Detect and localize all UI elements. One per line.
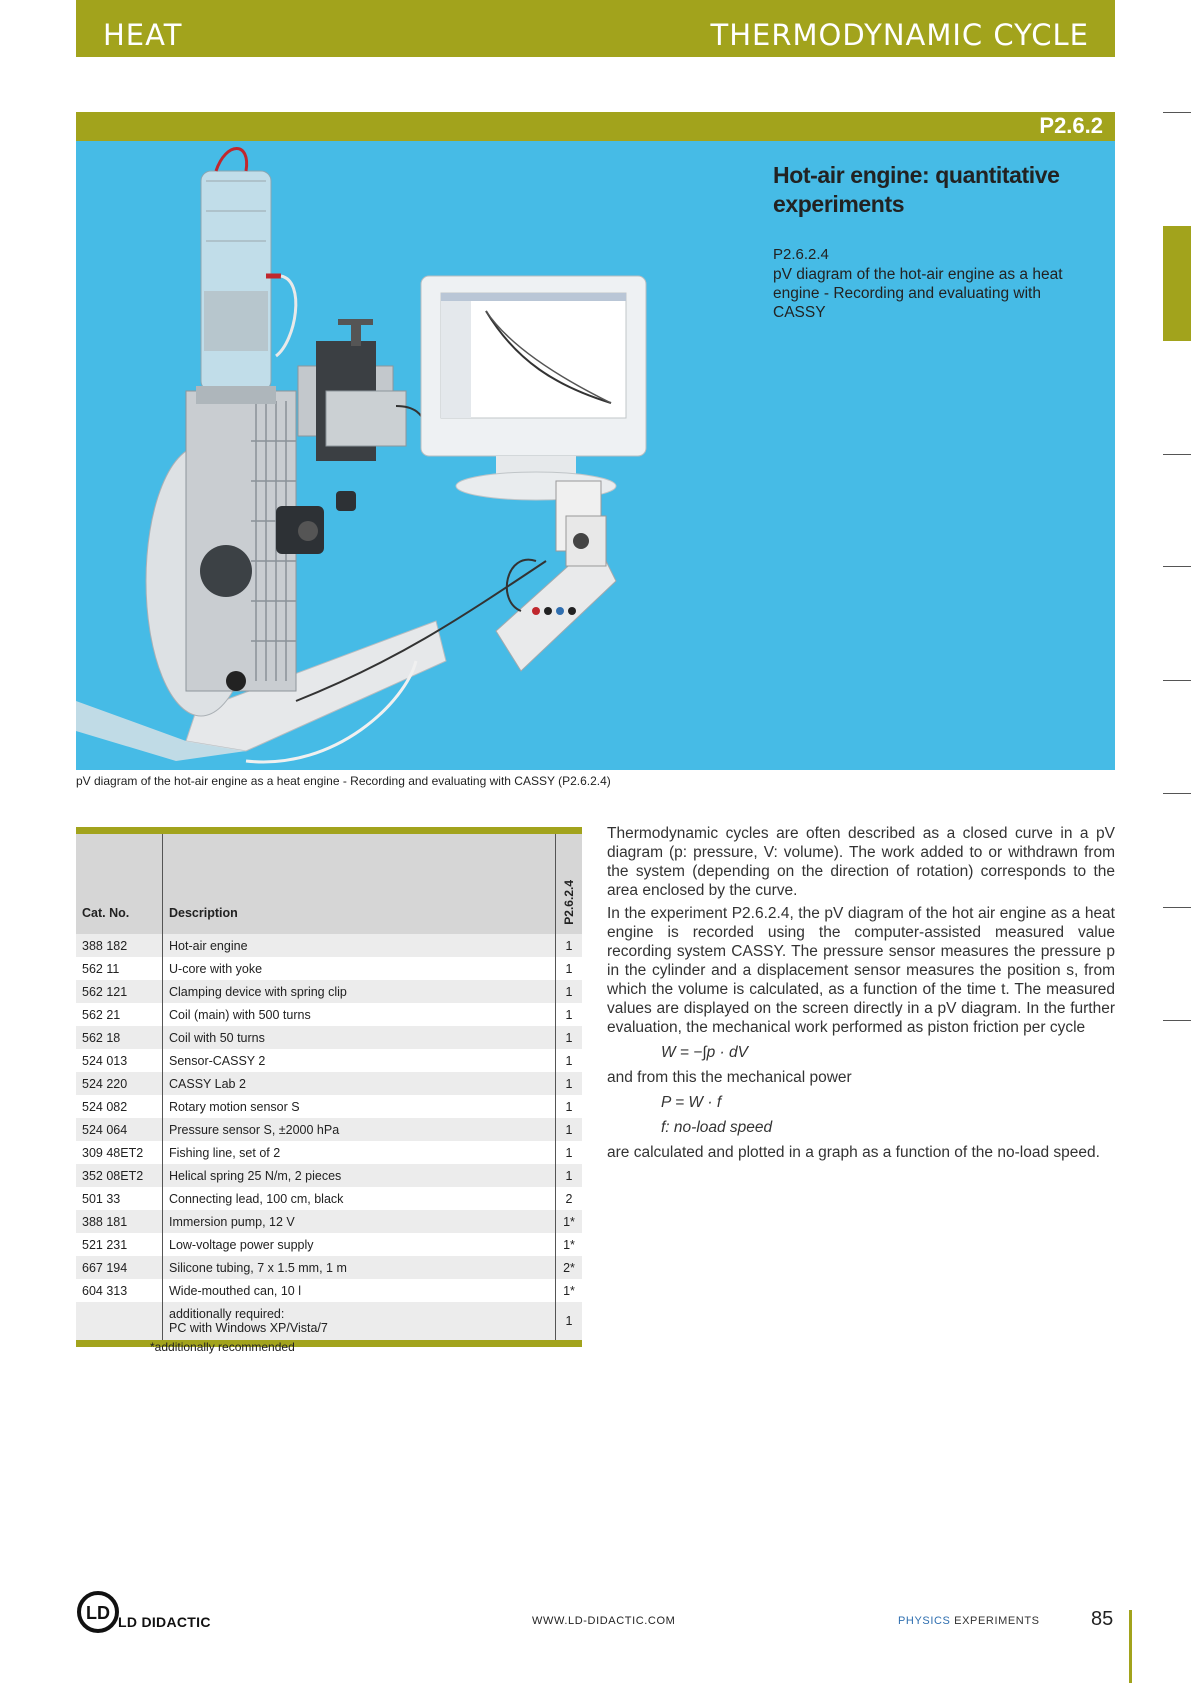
cat-no: 521 231 [76,1233,163,1256]
cat-no: 562 18 [76,1026,163,1049]
footer-series [898,1615,1040,1627]
brand-name: LD DIDACTIC [118,1614,211,1630]
paragraph: and from this the mechanical power [607,1069,852,1086]
additional-line2: PC with Windows XP/Vista/7 [169,1321,328,1335]
table-row [76,1256,582,1279]
cat-no: 524 082 [76,1095,163,1118]
table-row [76,1026,582,1049]
ld-logo-icon [76,1590,120,1639]
quantity: 2 [556,1187,583,1210]
figure-caption: pV diagram of the hot-air engine as a heat engine - Recording and evaluating with CASSY (P2.6.2.4) [76,774,611,788]
margin-tick [1163,112,1191,113]
cat-no: 524 220 [76,1072,163,1095]
experiment-panel [76,141,1115,770]
logo-mark [76,1590,120,1634]
footer-physics: PHYSICS [898,1615,951,1627]
table-row [76,1118,582,1141]
table-row [76,1210,582,1233]
apparatus-illustration [76,141,756,770]
description: Hot-air engine [163,934,556,957]
cat-no: 667 194 [76,1256,163,1279]
cat-no: 501 33 [76,1187,163,1210]
cat-no: 604 313 [76,1279,163,1302]
topic-title: THERMODYNAMIC CYCLE [710,18,1089,52]
section-title: Hot-air engine: quantitative experiments [773,162,1060,217]
description: Pressure sensor S, ±2000 hPa [163,1118,556,1141]
description: Connecting lead, 100 cm, black [163,1187,556,1210]
paragraph: In the experiment P2.6.2.4, the pV diagram of the hot air engine as a heat engine is recorded using the computer-assisted measured value recording system CASSY. The pressure sensor measures the pressure p in the cylinder and a displacement sensor measures the position s, from which the volume is calculated, as a function of the time t. The measured values are displayed on the screen directly in a pV diagram. In the further evaluation, the mechanical work performed as piston friction per cycle [607,905,1115,1036]
cat-no: 388 182 [76,934,163,957]
margin-tick [1163,566,1191,567]
quantity: 1 [556,957,583,980]
col-cat-header: Cat. No. [76,834,163,934]
quantity: 1* [556,1279,583,1302]
cat-no: 309 48ET2 [76,1141,163,1164]
logo-letters: LD [86,1603,110,1623]
quantity: 1 [556,1118,583,1141]
table-row [76,957,582,980]
table-header-row [76,834,582,934]
table-row [76,1187,582,1210]
table-footnote: *additionally recommended [150,1340,295,1354]
description: Immersion pump, 12 V [163,1210,556,1233]
cat-no [76,1302,163,1340]
table-row-additional [76,1302,582,1340]
quantity: 1 [556,980,583,1003]
margin-tick [1163,454,1191,455]
margin-tick [1163,907,1191,908]
cat-no: 388 181 [76,1210,163,1233]
description: CASSY Lab 2 [163,1072,556,1095]
quantity: 1 [556,1026,583,1049]
description: Sensor-CASSY 2 [163,1049,556,1072]
cat-no: 352 08ET2 [76,1164,163,1187]
margin-tick [1163,793,1191,794]
description: Helical spring 25 N/m, 2 pieces [163,1164,556,1187]
footer-rule [1129,1610,1132,1683]
quantity: 1 [556,1095,583,1118]
equipment-table [76,827,582,1347]
col-exp-header [556,834,583,934]
chapter-tab [1163,226,1191,341]
table-row [76,1279,582,1302]
quantity: 1 [556,1164,583,1187]
page-header-bar [76,0,1115,57]
table-row [76,1233,582,1256]
formula-work: W = −∫p · dV [661,1044,748,1061]
table-row [76,1003,582,1026]
col-desc-header: Description [163,834,556,934]
formula-power: P = W · f [661,1094,722,1111]
body-text [607,824,1115,1166]
experiment-description: pV diagram of the hot-air engine as a heat engine - Recording and evaluating with CASSY [773,266,1063,321]
description: Clamping device with spring clip [163,980,556,1003]
chapter-title: HEAT [103,18,183,52]
page-number: 85 [1091,1608,1114,1630]
description: Silicone tubing, 7 x 1.5 mm, 1 m [163,1256,556,1279]
section-bar [76,112,1115,141]
section-code: P2.6.2 [1039,113,1103,138]
table-row [76,934,582,957]
description: Fishing line, set of 2 [163,1141,556,1164]
quantity: 1 [556,1141,583,1164]
quantity: 1* [556,1233,583,1256]
cat-no: 562 21 [76,1003,163,1026]
table-row [76,1164,582,1187]
cat-no: 524 064 [76,1118,163,1141]
quantity: 1 [556,934,583,957]
footer-experiments: EXPERIMENTS [954,1615,1040,1627]
table-row [76,1141,582,1164]
quantity: 1* [556,1210,583,1233]
col-exp-label: P2.6.2.4 [562,880,576,925]
table-row [76,1072,582,1095]
table-row [76,1095,582,1118]
description: Wide-mouthed can, 10 l [163,1279,556,1302]
cat-no: 562 121 [76,980,163,1003]
description [163,1302,556,1340]
cat-no: 524 013 [76,1049,163,1072]
table-top-rule [76,827,582,834]
quantity: 2* [556,1256,583,1279]
additional-line1: additionally required: [169,1307,285,1321]
description: Coil with 50 turns [163,1026,556,1049]
description: Rotary motion sensor S [163,1095,556,1118]
description: Coil (main) with 500 turns [163,1003,556,1026]
paragraph: Thermodynamic cycles are often described as a closed curve in a pV diagram (p: pressure, V: volume). The work added to or withdrawn from the system (depending on the direction of rotation) corresponds to the area enclosed by the curve. [607,825,1115,899]
formula-note: f: no-load speed [661,1119,773,1136]
description: Low-voltage power supply [163,1233,556,1256]
quantity: 1 [556,1072,583,1095]
experiment-code: P2.6.2.4 [773,246,829,263]
quantity: 1 [556,1049,583,1072]
quantity: 1 [556,1302,583,1340]
margin-tick [1163,1020,1191,1021]
website-link[interactable]: WWW.LD-DIDACTIC.COM [532,1615,676,1627]
margin-tick [1163,680,1191,681]
description: U-core with yoke [163,957,556,980]
table-row [76,1049,582,1072]
table-row [76,980,582,1003]
paragraph: are calculated and plotted in a graph as a function of the no-load speed. [607,1144,1100,1161]
quantity: 1 [556,1003,583,1026]
cat-no: 562 11 [76,957,163,980]
